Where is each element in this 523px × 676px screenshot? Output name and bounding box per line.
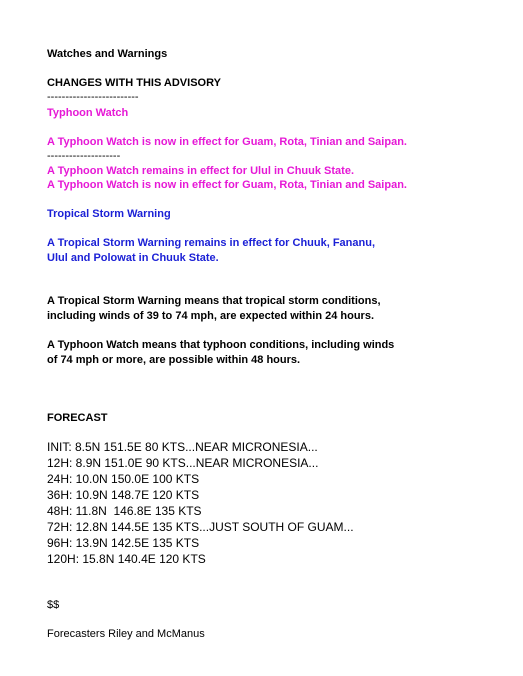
forecast-line: 96H: 13.9N 142.5E 135 KTS — [47, 536, 200, 550]
forecast-line: 48H: 11.8N 146.8E 135 KTS — [47, 504, 202, 518]
typhoon-watch-label: Typhoon Watch — [47, 107, 129, 119]
forecasters-signature: Forecasters Riley and McManus — [47, 628, 205, 640]
forecast-line: 24H: 10.0N 150.0E 100 KTS — [47, 472, 200, 486]
forecast-heading: FORECAST — [47, 412, 108, 424]
tropical-storm-definition: A Tropical Storm Warning means that tropical storm conditions, — [47, 295, 381, 307]
tropical-storm-warning-line: A Tropical Storm Warning remains in effect for Chuuk, Fananu, — [47, 237, 376, 249]
tropical-storm-definition: including winds of 39 to 74 mph, are expected within 24 hours. — [47, 310, 375, 322]
watches-warnings-heading: Watches and Warnings — [47, 48, 168, 60]
typhoon-watch-line: A Typhoon Watch remains in effect for Ulul in Chuuk State. — [47, 165, 355, 177]
typhoon-watch-line: A Typhoon Watch is now in effect for Guam, Rota, Tinian and Saipan. — [47, 136, 407, 148]
tropical-storm-warning-line: Ulul and Polowat in Chuuk State. — [47, 252, 219, 264]
forecast-line: 12H: 8.9N 151.0E 90 KTS...NEAR MICRONESIA... — [47, 456, 319, 470]
end-marker: $$ — [47, 599, 60, 611]
forecast-line: 120H: 15.8N 140.4E 120 KTS — [47, 552, 206, 566]
changes-heading: CHANGES WITH THIS ADVISORY — [47, 77, 221, 89]
divider: -------------------- — [47, 150, 121, 162]
typhoon-watch-line: A Typhoon Watch is now in effect for Guam, Rota, Tinian and Saipan. — [47, 179, 407, 191]
typhoon-watch-definition: of 74 mph or more, are possible within 48 hours. — [47, 354, 301, 366]
divider: ------------------------- — [47, 91, 139, 103]
forecast-line: INIT: 8.5N 151.5E 80 KTS...NEAR MICRONESIA... — [47, 440, 318, 454]
tropical-storm-warning-label: Tropical Storm Warning — [47, 208, 171, 220]
forecast-line: 72H: 12.8N 144.5E 135 KTS...JUST SOUTH OF GUAM... — [47, 520, 354, 534]
typhoon-watch-definition: A Typhoon Watch means that typhoon conditions, including winds — [47, 339, 395, 351]
forecast-line: 36H: 10.9N 148.7E 120 KTS — [47, 488, 200, 502]
